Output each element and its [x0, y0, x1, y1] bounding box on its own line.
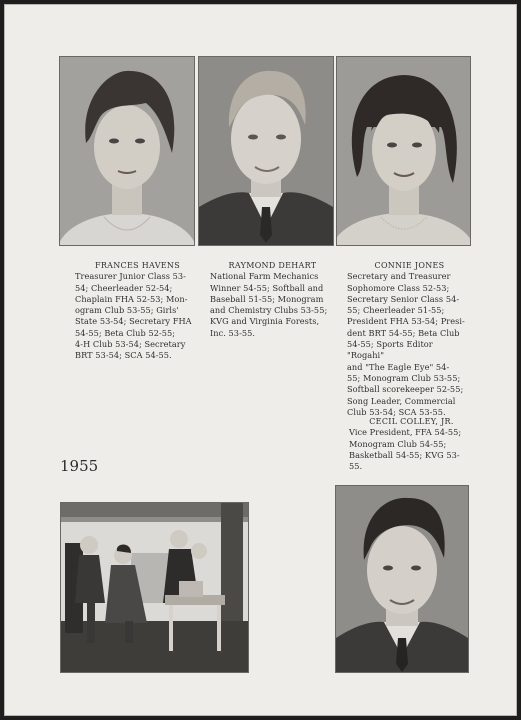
caption-raymond-dehart	[210, 260, 335, 339]
year-label: 1955	[60, 457, 99, 475]
student-name: RAYMOND DEHART	[228, 261, 317, 270]
student-activities: Vice President, FFA 54-55; Monogram Club 54-55; Basketball 54-55; KVG 53- 55.	[349, 427, 462, 472]
caption-cecil-colley	[349, 416, 474, 472]
student-activities: National Farm Mechanics Winner 54-55; Softball and Baseball 51-55; Monogram and Chemistry Clubs 53-55; KVG and Virginia Forests, Inc. 53-55.	[210, 271, 328, 338]
group-candid-photo	[60, 502, 249, 673]
portrait-frances-havens	[59, 56, 195, 246]
yearbook-page	[4, 4, 517, 716]
student-name: FRANCES HAVENS	[95, 261, 180, 270]
portrait-connie-jones	[336, 56, 471, 246]
caption-connie-jones	[347, 260, 472, 418]
caption-frances-havens	[75, 260, 200, 362]
portrait-cecil-colley	[335, 485, 469, 673]
student-activities: Secretary and Treasurer Sophomore Class 52-53; Secretary Senior Class 54- 55; Cheerleader 51-55; President FHA 53-54; Presi- dent BRT 54-55; Beta Club 54-55; Sports Editor "Rogahi" and "The Eagle Eye" 54- 55; Monogram Club 53-55; Softball scorekeeper 52-55; Song Leader, Commercial Club 53-54; SCA 53-55.	[347, 271, 465, 417]
student-name: CECIL COLLEY, JR.	[369, 417, 454, 426]
student-activities: Treasurer Junior Class 53- 54; Cheerleader 52-54; Chaplain FHA 52-53; Mon- ogram Club 53-55; Girls' State 53-54; Secretary FHA 54-55; Beta Club 52-55; 4-H Club 53-54; Secretary BRT 53-54; SCA 54-55.	[75, 271, 192, 361]
student-name: CONNIE JONES	[374, 261, 445, 270]
portrait-raymond-dehart	[198, 56, 334, 246]
